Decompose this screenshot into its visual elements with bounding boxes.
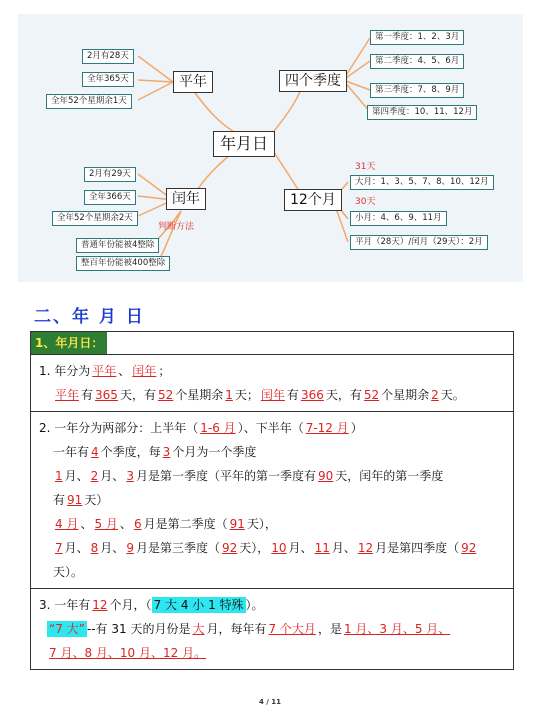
judge-method-item: 普通年份能被4整除	[76, 238, 159, 253]
text: ，是	[317, 622, 342, 636]
seasons-node: 四个季度	[279, 70, 347, 92]
blank-answer: 92	[461, 541, 477, 555]
section-1-cell	[31, 355, 513, 412]
text: 、	[119, 517, 132, 531]
blank-answer: 平年	[55, 388, 80, 402]
text-line	[39, 383, 507, 407]
runnian-item: 全年52个星期余2天	[52, 211, 138, 226]
text-line	[39, 617, 507, 641]
text-line	[39, 416, 507, 440]
text: 个星期余	[175, 388, 224, 402]
blank-answer: 11	[314, 541, 330, 555]
blank-answer: 2	[90, 469, 99, 483]
text: 天，有	[325, 388, 362, 402]
blank-answer: 52	[157, 388, 174, 402]
blank-answer: 4	[91, 445, 99, 459]
blank-answer: 92	[221, 541, 238, 555]
content-table	[30, 331, 514, 670]
text: 3. 一年有	[39, 598, 91, 612]
text: 月、	[100, 469, 125, 483]
blank-answer: 91	[229, 517, 245, 531]
text: 个月为一个季度	[172, 445, 257, 459]
text-line	[39, 593, 507, 617]
highlight-text: “7 大”	[49, 622, 85, 636]
text-line	[39, 464, 507, 488]
season-item: 第三季度：7、8、9月	[370, 83, 464, 98]
blank-answer: 12	[92, 598, 108, 612]
text: 月、	[331, 541, 356, 555]
text: 月是第一季度（平年的第一季度有	[135, 469, 316, 483]
blank-answer: 平年	[92, 364, 117, 378]
blank-answer: 1 月、3 月、5 月、	[343, 622, 451, 636]
blank-answer: 1	[55, 469, 63, 483]
text: 月是第四季度（	[375, 541, 460, 555]
text-line	[39, 536, 507, 560]
blank-answer: 7 个大月	[268, 622, 316, 636]
blank-answer: 7 月、8 月、10 月、12 月。	[49, 646, 207, 660]
runnian-item: 2月有29天	[84, 167, 136, 182]
blank-answer: 12	[357, 541, 374, 555]
section-2-cell	[31, 412, 513, 589]
text-line	[39, 641, 507, 665]
text: 天），	[246, 517, 277, 531]
text: 2. 一年分为两部分：上半年（	[39, 421, 199, 435]
text: 月、	[64, 541, 89, 555]
text: 个月，（	[109, 598, 152, 612]
text: 天；	[234, 388, 259, 402]
text: 天，有	[119, 388, 156, 402]
runnian-item: 全年366天	[84, 190, 136, 205]
text: 月是第三季度（	[135, 541, 220, 555]
blank-answer: 90	[317, 469, 334, 483]
blank-answer: 8	[90, 541, 99, 555]
section-title: 二、年 月 日	[34, 307, 145, 327]
text: ）。	[245, 598, 264, 612]
label-30-days: 30天	[355, 197, 376, 207]
text: 有	[286, 388, 299, 402]
season-item: 第四季度：10、11、12月	[367, 105, 477, 120]
blank-answer: 3	[162, 445, 171, 459]
blank-answer: 4 月	[55, 517, 79, 531]
text-line	[39, 359, 507, 383]
blank-answer: 9	[126, 541, 134, 555]
judge-method-label: 判断方法	[158, 222, 195, 232]
pingnian-item: 全年365天	[82, 72, 134, 87]
blank-answer: 52	[363, 388, 380, 402]
big-month-item: 大月：1、3、5、7、8、10、12月	[350, 175, 494, 190]
blank-answer: 闰年	[132, 364, 157, 378]
highlight-text: 7 大 4 小 1 特殊	[153, 598, 244, 612]
blank-answer: 3	[126, 469, 134, 483]
text: 天，闰年的第一季度	[335, 469, 444, 483]
text: 月，每年有	[206, 622, 267, 636]
blank-answer: 7-12 月	[305, 421, 349, 435]
blank-answer: 1	[225, 388, 233, 402]
text-line	[39, 560, 507, 584]
text: 个季度，每	[100, 445, 161, 459]
blank-answer: 5 月	[94, 517, 118, 531]
center-node: 年月日	[213, 131, 275, 157]
text: 天。	[440, 388, 465, 402]
blank-answer: 366	[300, 388, 324, 402]
text-line	[39, 440, 507, 464]
judge-method-item: 整百年份能被400整除	[76, 256, 170, 271]
text: 月、	[100, 541, 125, 555]
mind-map	[18, 14, 523, 282]
runnian-node: 闰年	[166, 188, 206, 210]
text: 个星期余	[381, 388, 430, 402]
text: ）	[350, 421, 363, 435]
small-month-item: 小月：4、6、9、11月	[350, 211, 447, 226]
blank-answer: 2	[431, 388, 439, 402]
months-node: 12个月	[284, 189, 342, 211]
label-31-days: 31天	[355, 162, 376, 172]
text: 、	[118, 364, 131, 378]
text: 月、	[64, 469, 89, 483]
text: ）、下半年（	[237, 421, 304, 435]
blank-answer: 闰年	[260, 388, 285, 402]
page-number: 4 / 11	[258, 698, 282, 706]
blank-answer: 6	[133, 517, 142, 531]
text: 有	[53, 493, 66, 507]
season-item: 第二季度：4、5、6月	[370, 54, 464, 69]
text-line	[39, 512, 507, 536]
blank-answer: 10	[271, 541, 287, 555]
section-3-cell	[31, 589, 513, 669]
feb-month-item: 平月（28天）/闰月（29天）：2月	[350, 235, 488, 250]
blank-answer: 1-6 月	[200, 421, 236, 435]
blank-answer: 7	[55, 541, 63, 555]
text: 、	[80, 517, 93, 531]
text: 月、	[288, 541, 313, 555]
text: ；	[158, 364, 171, 378]
pingnian-item: 2月有28天	[82, 49, 134, 64]
text: --有 31 天的月份是	[86, 622, 191, 636]
blank-answer: 365	[95, 388, 118, 402]
text: 1. 年分为	[39, 364, 91, 378]
blank-answer: 91	[67, 493, 83, 507]
text: 月是第二季度（	[143, 517, 228, 531]
text: 天）	[84, 493, 109, 507]
text: 天）。	[53, 565, 84, 579]
pingnian-node: 平年	[173, 71, 213, 93]
table-header-row	[31, 332, 513, 355]
text: 有	[81, 388, 94, 402]
blank-answer: 大	[192, 622, 205, 636]
text: 一年有	[53, 445, 90, 459]
season-item: 第一季度：1、2、3月	[370, 30, 464, 45]
text-line	[39, 488, 507, 512]
table-header: 1、年月日：	[31, 332, 107, 354]
pingnian-item: 全年52个星期余1天	[46, 94, 132, 109]
text: 天），	[239, 541, 270, 555]
